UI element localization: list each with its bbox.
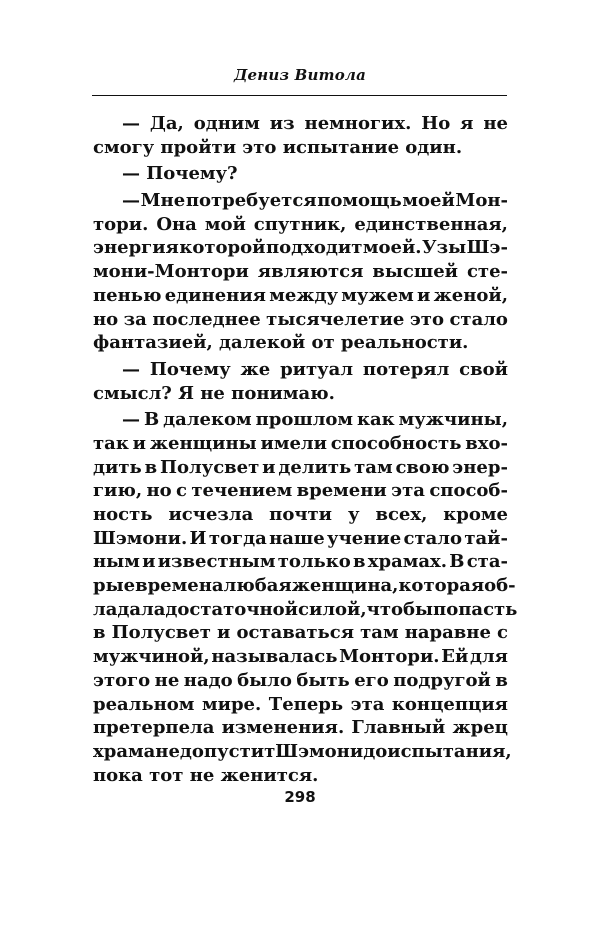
word: моей. bbox=[362, 237, 422, 259]
word: но bbox=[146, 480, 172, 502]
word: попасть bbox=[433, 598, 518, 620]
word: женщины bbox=[149, 432, 257, 454]
word: силой, bbox=[298, 598, 367, 620]
word: являются bbox=[257, 261, 364, 283]
word: помощь bbox=[317, 190, 402, 212]
word: Шэ- bbox=[466, 237, 508, 259]
text-line bbox=[93, 740, 512, 764]
word: подругой bbox=[393, 669, 491, 691]
text-line bbox=[93, 621, 508, 645]
text-line bbox=[93, 260, 508, 284]
word: этого bbox=[93, 669, 151, 691]
word: мужчиной, bbox=[93, 646, 210, 668]
word: Теперь bbox=[268, 693, 344, 715]
word: достаточной bbox=[165, 598, 299, 620]
running-header: Дениз Витола bbox=[233, 66, 367, 84]
word: только bbox=[277, 551, 351, 573]
text-line bbox=[93, 432, 508, 456]
word: мужем bbox=[341, 284, 414, 306]
word: я bbox=[460, 113, 474, 134]
word: потребуется bbox=[185, 190, 317, 212]
word: гию, bbox=[93, 480, 143, 502]
text-line bbox=[93, 213, 508, 237]
word: Ей bbox=[441, 646, 469, 668]
text-line: фантазией, далекой от реальности. bbox=[93, 332, 469, 354]
word: времена bbox=[135, 575, 224, 597]
word: исчезла bbox=[168, 504, 254, 525]
text-line bbox=[93, 527, 508, 551]
word: кроме bbox=[443, 504, 508, 525]
word: до bbox=[363, 740, 388, 762]
word: там bbox=[354, 456, 393, 478]
text-line bbox=[93, 669, 508, 693]
word: это bbox=[409, 308, 444, 330]
word: оставаться bbox=[236, 622, 355, 644]
word: не bbox=[483, 113, 508, 134]
word: не bbox=[154, 669, 180, 691]
word: — bbox=[122, 358, 140, 380]
text-line bbox=[93, 358, 508, 382]
word: эта bbox=[350, 693, 385, 715]
word: за bbox=[123, 308, 147, 330]
word: В bbox=[449, 551, 465, 573]
text-line bbox=[93, 693, 508, 717]
word: энергия bbox=[93, 237, 179, 259]
text-line bbox=[93, 236, 508, 260]
word: Полусвет bbox=[111, 622, 211, 644]
word: Главный bbox=[351, 717, 446, 739]
word: в bbox=[93, 622, 106, 644]
header-rule bbox=[92, 95, 507, 96]
word: сте- bbox=[466, 261, 508, 283]
word: течением bbox=[191, 480, 293, 502]
word: энер- bbox=[452, 456, 508, 478]
text-line bbox=[93, 479, 508, 503]
word: тысячелетие bbox=[266, 308, 405, 330]
word: учение bbox=[327, 527, 402, 549]
word: ста- bbox=[466, 551, 508, 573]
text-line bbox=[93, 112, 508, 136]
text-line bbox=[93, 456, 508, 480]
word: надо bbox=[183, 669, 233, 691]
word: стало bbox=[403, 527, 462, 549]
text-line: пока тот не женится. bbox=[93, 764, 319, 786]
text-line bbox=[93, 574, 516, 598]
word: мужчины, bbox=[398, 409, 508, 431]
word: так bbox=[93, 432, 129, 454]
word: об- bbox=[484, 575, 516, 597]
word: изменения. bbox=[221, 717, 345, 739]
word: И bbox=[189, 527, 207, 549]
text-line bbox=[93, 550, 508, 574]
word: способ- bbox=[429, 480, 508, 502]
word: Шэмони. bbox=[93, 527, 188, 549]
word: — bbox=[122, 113, 140, 134]
word: наше bbox=[269, 527, 325, 549]
word: для bbox=[469, 646, 508, 668]
word: женщина, bbox=[291, 575, 399, 597]
word: рые bbox=[93, 575, 136, 597]
word: Но bbox=[421, 113, 451, 134]
word: тори. bbox=[93, 213, 149, 235]
word: не bbox=[155, 740, 180, 762]
word: Почему bbox=[149, 358, 231, 380]
page-number: 298 bbox=[284, 788, 316, 806]
word: свою bbox=[395, 456, 450, 478]
word: дить bbox=[93, 456, 142, 478]
word: которая bbox=[398, 575, 485, 597]
word: одним bbox=[193, 113, 260, 134]
text-line: — Почему? bbox=[122, 163, 238, 185]
word: и bbox=[416, 284, 431, 306]
word: в bbox=[144, 456, 158, 478]
word: же bbox=[240, 358, 271, 380]
text-line: смогу пройти это испытание один. bbox=[93, 136, 463, 158]
word: последнее bbox=[152, 308, 261, 330]
word: Мон- bbox=[455, 190, 508, 212]
word: ладала bbox=[93, 598, 166, 620]
word: и bbox=[132, 432, 146, 454]
word: любая bbox=[223, 575, 292, 597]
word: из bbox=[269, 113, 295, 134]
word: имели bbox=[260, 432, 327, 454]
word: быть bbox=[296, 669, 350, 691]
word: но bbox=[93, 308, 119, 330]
word: ным bbox=[93, 551, 140, 573]
text-line bbox=[93, 645, 508, 669]
word: испытания, bbox=[387, 740, 512, 762]
word: ность bbox=[93, 504, 153, 525]
word: наравне bbox=[404, 622, 491, 644]
word: допустит bbox=[179, 740, 276, 762]
word: — bbox=[122, 409, 140, 431]
word: в bbox=[495, 669, 508, 691]
word: далеком bbox=[163, 409, 252, 431]
word: и bbox=[217, 622, 231, 644]
word: Монтори. bbox=[339, 646, 440, 668]
word: чтобы bbox=[366, 598, 434, 620]
word: между bbox=[269, 284, 339, 306]
word: называлась bbox=[211, 646, 338, 668]
word: В bbox=[143, 409, 160, 431]
word: с bbox=[497, 622, 508, 644]
word: и bbox=[142, 551, 156, 573]
word: спутник, bbox=[253, 213, 347, 235]
text-line bbox=[93, 408, 508, 432]
word: — bbox=[122, 190, 140, 212]
word: почти bbox=[269, 504, 333, 525]
word: свой bbox=[459, 358, 508, 380]
word: Да, bbox=[149, 113, 184, 134]
word: храма bbox=[93, 740, 156, 762]
word: Полусвет bbox=[159, 456, 260, 478]
word: делить bbox=[278, 456, 352, 478]
word: единственная, bbox=[354, 213, 508, 235]
word: высшей bbox=[372, 261, 459, 283]
word: мире. bbox=[201, 693, 262, 715]
word: и bbox=[262, 456, 276, 478]
word: его bbox=[354, 669, 389, 691]
word: с bbox=[176, 480, 188, 502]
text-line bbox=[93, 598, 518, 622]
word: моей bbox=[402, 190, 455, 212]
word: храмах. bbox=[367, 551, 448, 573]
text-line bbox=[93, 716, 508, 740]
word: немногих. bbox=[304, 113, 412, 134]
word: Шэмони bbox=[275, 740, 364, 762]
word: прошлом bbox=[255, 409, 354, 431]
word: единения bbox=[164, 284, 266, 306]
word: концепция bbox=[391, 693, 508, 715]
word: всех, bbox=[375, 504, 428, 525]
word: реальном bbox=[93, 693, 195, 715]
word: мой bbox=[204, 213, 246, 235]
word: Узы bbox=[422, 237, 467, 259]
word: там bbox=[360, 622, 399, 644]
word: способность bbox=[330, 432, 462, 454]
word: Мне bbox=[140, 190, 186, 212]
word: подходит bbox=[265, 237, 363, 259]
word: времени bbox=[296, 480, 387, 502]
word: женой, bbox=[433, 284, 508, 306]
word: тай- bbox=[464, 527, 508, 549]
word: было bbox=[237, 669, 292, 691]
word: стало bbox=[449, 308, 508, 330]
word: тогда bbox=[208, 527, 267, 549]
word: претерпела bbox=[93, 717, 215, 739]
text-line: смысл? Я не понимаю. bbox=[93, 382, 335, 404]
word: в bbox=[353, 551, 366, 573]
word: как bbox=[357, 409, 395, 431]
text-line bbox=[93, 308, 508, 332]
word: вхо- bbox=[465, 432, 508, 454]
word: потерял bbox=[362, 358, 450, 380]
word: пенью bbox=[93, 284, 162, 306]
word: мони-Монтори bbox=[93, 261, 249, 283]
text-line bbox=[93, 189, 508, 213]
word: которой bbox=[179, 237, 266, 259]
word: ритуал bbox=[280, 358, 354, 380]
word: Она bbox=[156, 213, 197, 235]
word: жрец bbox=[452, 717, 508, 739]
text-line bbox=[93, 503, 508, 527]
word: эта bbox=[391, 480, 425, 502]
word: у bbox=[347, 504, 360, 525]
word: известным bbox=[157, 551, 276, 573]
text-line bbox=[93, 284, 508, 308]
body-text bbox=[93, 112, 518, 787]
